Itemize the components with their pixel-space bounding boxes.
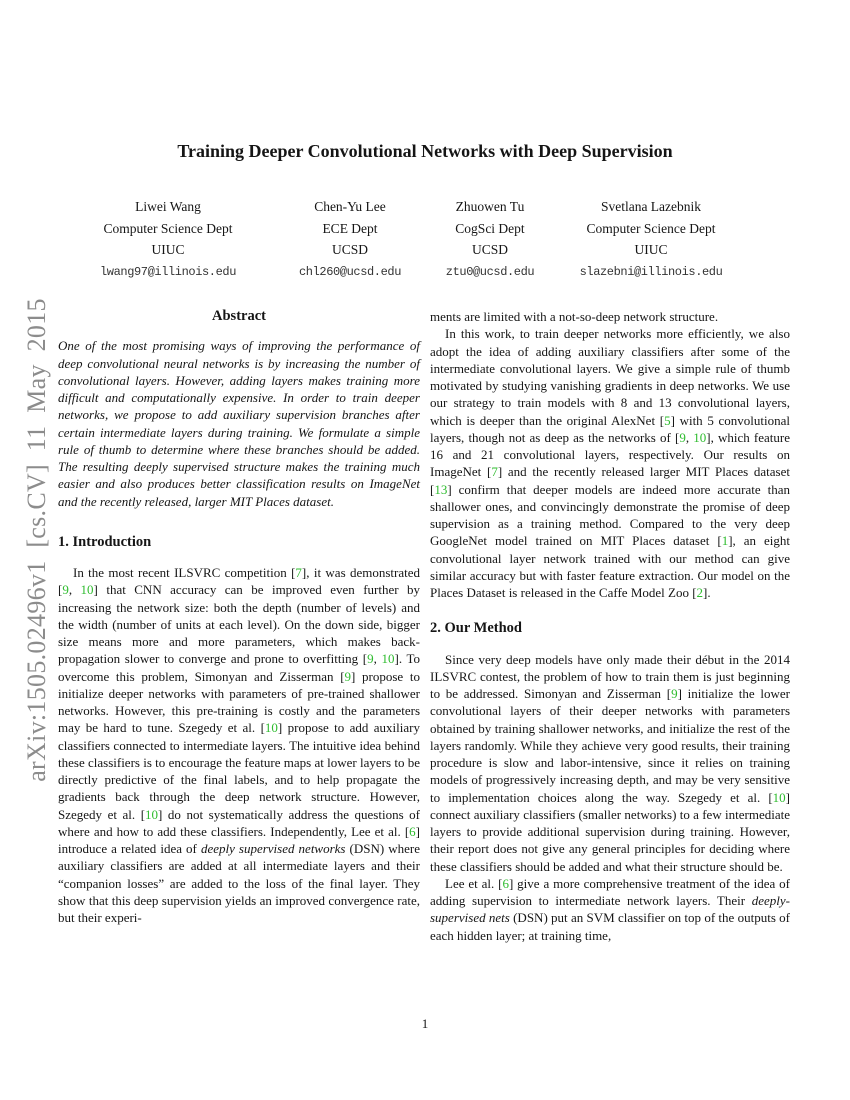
citation-link[interactable]: 10	[381, 651, 395, 667]
author-block	[299, 196, 401, 283]
citation-link[interactable]: 9	[671, 686, 678, 701]
author-name: Liwei Wang	[135, 199, 201, 214]
citation-link[interactable]: 2	[696, 585, 704, 600]
author-dept: Computer Science Dept	[586, 220, 716, 236]
citation-link[interactable]: 10	[264, 720, 278, 736]
section-heading-method: 2. Our Method	[430, 620, 522, 637]
citation-link[interactable]: 10	[80, 582, 94, 598]
paragraph-continuation: ments are limited with a not-so-deep network structure.	[430, 309, 719, 324]
emphasized-text: deeply supervised networks	[200, 841, 346, 856]
left-column	[58, 308, 420, 926]
author-affiliation: UCSD	[471, 242, 509, 257]
paper-title: Training Deeper Convolutional Networks with Deep Supervision	[177, 141, 673, 161]
author-dept: ECE Dept	[322, 220, 378, 236]
citation-link[interactable]: 5	[664, 412, 671, 428]
paragraph-method-2: Lee et al. [6] give a more comprehensive treatment of the idea of adding supervision to intermediate network layers. Their deeply-supervised nets (DSN) put an SVM classifier on top of the outputs of each hidden layer; at training time,	[430, 875, 790, 943]
citation-link[interactable]: 9	[679, 429, 686, 445]
citation-link[interactable]: 7	[491, 464, 498, 480]
author-email: slazebni@illinois.edu	[579, 264, 723, 279]
author-block	[100, 196, 236, 283]
author-dept: CogSci Dept	[455, 220, 525, 236]
citation-link[interactable]: 13	[434, 481, 448, 497]
citation-link[interactable]: 1	[721, 533, 729, 549]
citation-link[interactable]: 10	[693, 429, 707, 445]
author-email: chl260@ucsd.edu	[298, 264, 402, 279]
author-affiliation: UCSD	[331, 242, 368, 257]
abstract-heading: Abstract	[212, 308, 266, 324]
citation-link[interactable]: 6	[502, 875, 509, 891]
section-heading-introduction: 1. Introduction	[58, 533, 152, 550]
arxiv-banner: arXiv:1505.02496v1 [cs.CV] 11 May 2015	[22, 298, 51, 782]
citation-link[interactable]: 6	[409, 823, 416, 839]
emphasized-text: deeply-supervised nets	[430, 893, 790, 926]
author-name: Zhuowen Tu	[455, 199, 525, 214]
citation-link[interactable]: 9	[367, 651, 374, 667]
author-email: lwang97@illinois.edu	[99, 264, 237, 279]
author-name: Svetlana Lazebnik	[600, 199, 702, 214]
citation-link[interactable]: 7	[295, 565, 302, 580]
paragraph-this-work: In this work, to train deeper networks more efficiently, we also adopt the idea of adding auxiliary classifiers after some of the intermediate convolutional layers. We give a simple rule of thumb motivated by studying vanishing gradients in deep networks. We use our strategy to train models with 8 and 13 convolutional layers, which is deeper than the original AlexNet [5] with 5 convolutional layers, though not as deep as the networks of [9, 10], which feature 16 and 21 convolutional layers, respectively. Our results on ImageNet [7] and the recently released larger MIT Places dataset [13] confirm that deeper models are indeed more accurate than shallower ones, and convincingly demonstrate the promise of deep supervision as a training method. Compared to the very deep GoogleNet model trained on MIT Places dataset [1], an eight convolutional layer network trained with our method can give similar accuracy but with faster feature extraction. Our model on the Places Dataset is released in the Caffe Model Zoo [2].	[430, 326, 790, 600]
author-affiliation: UIUC	[634, 242, 668, 257]
author-name: Chen-Yu Lee	[314, 199, 386, 214]
abstract-text: One of the most promising ways of improving the performance of deep convolutional neural networks is by increasing the number of convolutional layers. However, adding layers makes training more difficult and computationally expensive. In order to train deeper networks, we propose to add auxiliary supervision branches after certain intermediate layers during training. We formulate a simple rule of thumb to determine where these branches should be added. The resulting deeply supervised structure makes the training much easier and also produces better classification results on ImageNet and the recently released, larger MIT Places dataset.	[58, 338, 420, 509]
author-affiliation: UIUC	[151, 242, 185, 257]
author-block	[446, 196, 534, 283]
citation-link[interactable]: 10	[145, 806, 159, 822]
citation-link[interactable]: 9	[344, 668, 352, 684]
citation-link[interactable]: 9	[62, 582, 69, 598]
paragraph-introduction: In the most recent ILSVRC competition [7], it was demonstrated [9, 10] that CNN accuracy can be improved even further by increasing the network size: both the depth (number of levels) and the width (number of units at each level). On the down side, bigger size means more and more parameters, which makes back-propagation slower to converge and prone to overfitting [9, 10]. To overcome this problem, Simonyan and Zisserman [9] propose to initialize deeper networks with parameters of pre-trained shallower networks. However, this pre-training is costly and the parameters may be hard to tune. Szegedy et al. [10] propose to add auxiliary classifiers connected to intermediate layers. The intuitive idea behind these classifiers is to encourage the feature maps at lower layers to be directly predictive of the final labels, and to help propagate the gradients back through the deep network structure. However, Szegedy et al. [10] do not systematically address the questions of where and how to add these classifiers. Independently, Lee et al. [6] introduce a related idea of deeply supervised networks (DSN) where auxiliary classifiers are added at all intermediate layers and their “companion losses” are added to the loss of the final layer. They show that this deep supervision yields an improved convergence rate, but their experi-	[58, 565, 421, 925]
author-email: ztu0@ucsd.edu	[445, 264, 535, 279]
paragraph-method-1: Since very deep models have only made their début in the 2014 ILSVRC contest, the problem of how to train them is just beginning to be addressed. Simonyan and Zisserman [9] initialize the lower convolutional layers of their deeper networks with parameters obtained by training shallower networks, and initialize the rest of the layers randomly. While they achieve very good results, their training procedure is slow and labor-intensive, since it relies on training models of progressively increasing depth, and may be very sensitive to implementation choices along the way. Szegedy et al. [10] connect auxiliary classifiers (smaller networks) to a few intermediate layers to provide additional supervision during training. However, their report does not give any general principles for deciding where these classifiers should be added and what their structure should be.	[430, 651, 790, 874]
author-block	[580, 196, 723, 283]
right-column	[430, 308, 790, 944]
author-dept: Computer Science Dept	[103, 220, 233, 236]
citation-link[interactable]: 10	[772, 789, 786, 805]
page-number: 1	[421, 1016, 429, 1031]
